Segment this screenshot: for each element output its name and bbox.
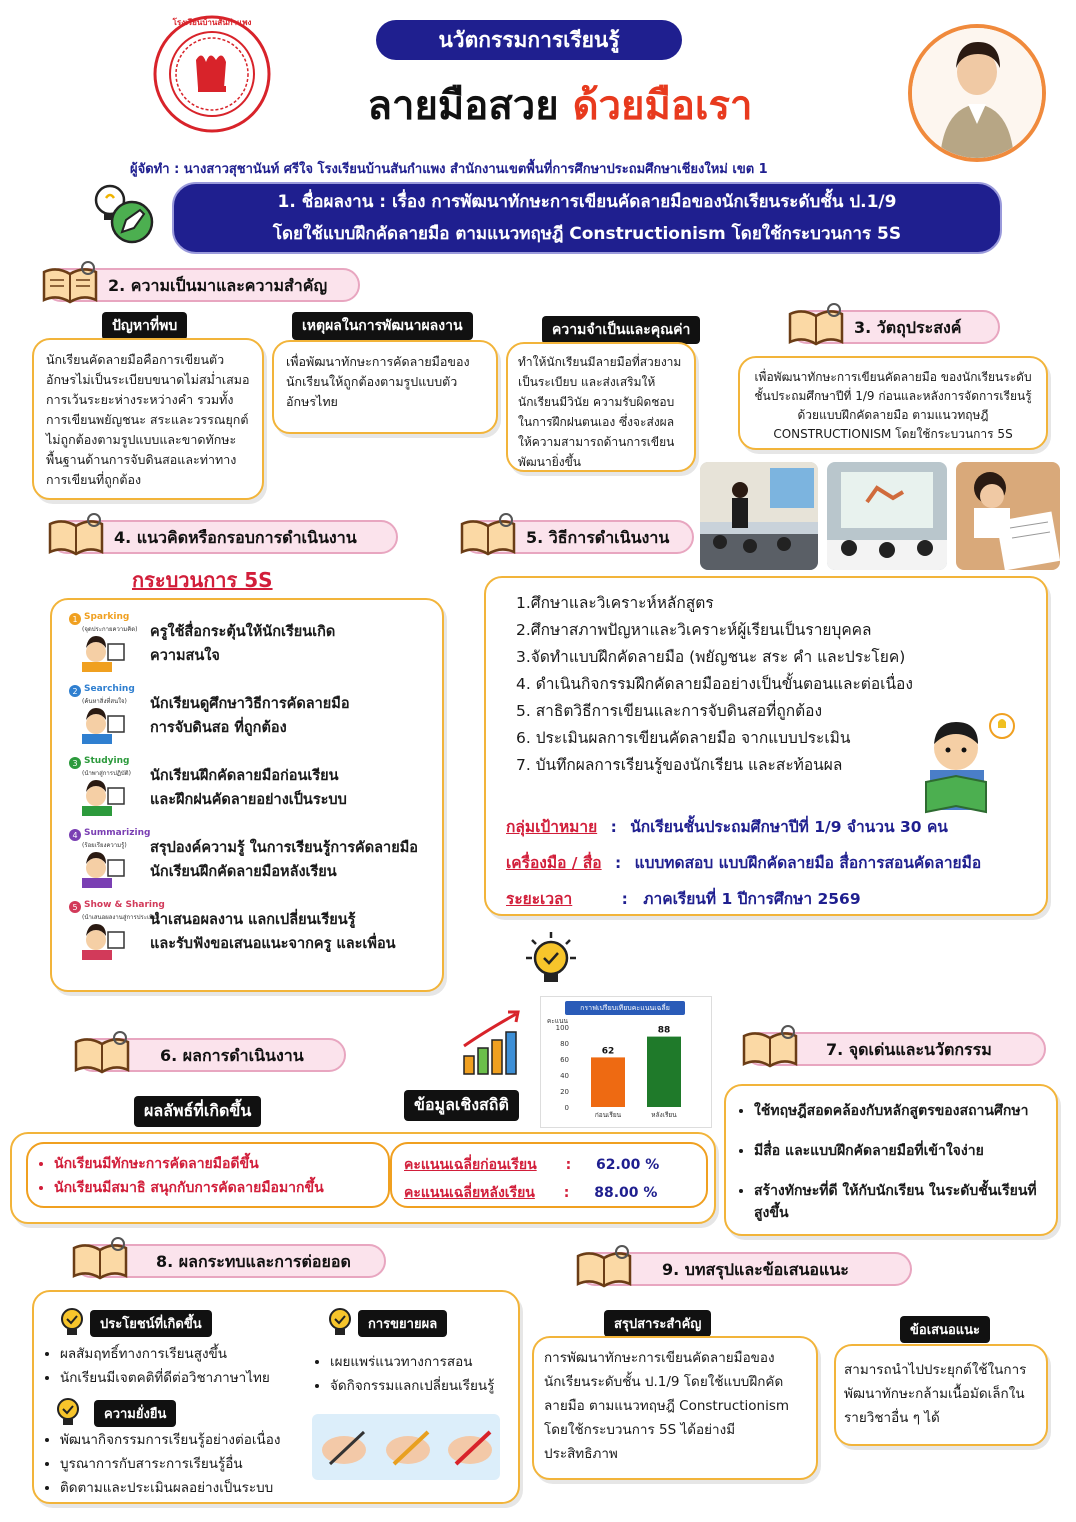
suggest-tag: ข้อเสนอแนะ bbox=[900, 1316, 990, 1343]
svg-text:4: 4 bbox=[72, 831, 78, 840]
sec2-header bbox=[44, 268, 360, 302]
need-text: ทำให้นักเรียนมีลายมือที่สวยงาม เป็นระเบียบ และส่งเสริมให้นักเรียนมีวินัย ความรับผิดชอบในการฝึกฝนตนเอง ซึ่งจะส่งผลให้ความสามารถด้านการเขียนพัฒนายิ่งขึ้น bbox=[518, 355, 682, 469]
growth-chart-icon bbox=[460, 1008, 528, 1078]
sustain-item: พัฒนากิจกรรมการเรียนรู้อย่างต่อเนื่อง bbox=[60, 1432, 281, 1448]
step-illustration-icon bbox=[68, 756, 130, 818]
sec9-title: 9. บทสรุปและข้อเสนอแนะ bbox=[662, 1260, 849, 1279]
classroom-photo-2 bbox=[827, 462, 947, 570]
step-text bbox=[150, 620, 335, 668]
sec4-title: 4. แนวคิดหรือกรอบการดำเนินงาน bbox=[114, 528, 357, 547]
summary-text: การพัฒนาทักษะการเขียนคัดลายมือของนักเรียนระดับชั้น ป.1/9 โดยใช้แบบฝึกคัดลายมือ ตามแนวทฤษฎี Constructionism โดยใช้กระบวนการ 5S ได้อย่างมีประสิทธิภาพ bbox=[544, 1350, 790, 1462]
reason-box bbox=[272, 340, 498, 434]
chart-plot bbox=[541, 997, 711, 1127]
stat-after-label: คะแนนเฉลี่ยหลังเรียน bbox=[404, 1185, 535, 1201]
step-text bbox=[150, 692, 350, 740]
stat-before-colon: : bbox=[565, 1157, 572, 1173]
result-item: นักเรียนมีสมาธิ สนุกกับการคัดลายมือมากขึ้น bbox=[54, 1180, 324, 1196]
idea-icon bbox=[86, 178, 156, 244]
step-sublabel: (ร้อยเรียงความรู้) bbox=[82, 842, 127, 849]
benefit-item: ผลสัมฤทธิ์ทางการเรียนสูงขึ้น bbox=[60, 1346, 228, 1362]
method-item: 5. สาธิตวิธีการเขียนและการจับดินสอที่ถูกต้อง bbox=[516, 702, 823, 720]
classroom-photo-3 bbox=[956, 462, 1060, 570]
method-item: 2.ศึกษาสภาพปัญหาและวิเคราะห์ผู้เรียนเป็นรายบุคคล bbox=[516, 621, 872, 639]
time-colon: : bbox=[621, 890, 628, 908]
sec6-title: 6. ผลการดำเนินงาน bbox=[160, 1046, 304, 1065]
svg-text:5: 5 bbox=[72, 903, 78, 912]
book-icon bbox=[40, 260, 100, 306]
lightbulb-icon bbox=[322, 1304, 358, 1340]
summary-box bbox=[532, 1336, 818, 1480]
time-row bbox=[506, 886, 1036, 911]
lightbulb-icon bbox=[50, 1394, 86, 1430]
problem-tag: ปัญหาที่พบ bbox=[102, 312, 187, 340]
stat-tag: ข้อมูลเชิงสถิติ bbox=[404, 1090, 519, 1121]
method-item: 6. ประเมินผลการเขียนคัดลายมือ จากแบบประเมิน bbox=[516, 729, 851, 747]
step-label: Studying bbox=[84, 756, 130, 766]
sec5-title: 5. วิธีการดำเนินงาน bbox=[526, 528, 670, 547]
reading-student-icon bbox=[910, 708, 1020, 818]
time-value: ภาคเรียนที่ 1 ปีการศึกษา 2569 bbox=[643, 890, 861, 908]
classroom-photo-1 bbox=[700, 462, 818, 570]
highlight-item: ใช้ทฤษฎีสอดคล้องกับหลักสูตรของสถานศึกษา bbox=[754, 1103, 1029, 1119]
sec4-subtitle: กระบวนการ 5S bbox=[132, 568, 273, 592]
method-item: 4. ดำเนินกิจกรรมฝึกคัดลายมืออย่างเป็นขั้นตอนและต่อเนื่อง bbox=[516, 675, 913, 693]
process-step bbox=[68, 612, 448, 682]
step-text-line: และฝึกฝนคัดลายอย่างเป็นระบบ bbox=[150, 792, 347, 808]
title-part1: ลายมือสวย bbox=[367, 83, 559, 129]
step-sublabel: (นำพาสู่การปฏิบัติ) bbox=[82, 770, 131, 777]
target-label: กลุ่มเป้าหมาย bbox=[506, 818, 598, 836]
sec9-header bbox=[578, 1252, 912, 1286]
step-label: Summarizing bbox=[84, 828, 151, 838]
sec3-header bbox=[790, 310, 1000, 344]
step-text-line: ความสนใจ bbox=[150, 648, 220, 664]
highlights-box bbox=[724, 1084, 1058, 1236]
step-text-line: นักเรียนฝึกคัดลายมือหลังเรียน bbox=[150, 864, 337, 880]
highlight-item: มีสื่อ และแบบฝึกคัดลายมือที่เข้าใจง่าย bbox=[754, 1143, 984, 1159]
suggest-text: สามารถนำไปประยุกต์ใช้ในการพัฒนาทักษะกล้ามเนื้อมัดเล็กในรายวิชาอื่น ๆ ได้ bbox=[844, 1362, 1027, 1426]
sec8-title: 8. ผลกระทบและการต่อยอด bbox=[156, 1252, 351, 1271]
banner-text: นวัตกรรมการเรียนรู้ bbox=[438, 28, 620, 52]
step-text bbox=[150, 908, 396, 956]
sustain-item: บูรณาการกับสาระการเรียนรู้อื่น bbox=[60, 1456, 243, 1472]
bar bbox=[647, 1037, 681, 1107]
stat-after-value: 88.00 % bbox=[594, 1185, 658, 1201]
method-item: 7. บันทึกผลการเรียนรู้ของนักเรียน และสะท้อนผล bbox=[516, 756, 843, 774]
sec4-header bbox=[50, 520, 398, 554]
x-tick-label: หลังเรียน bbox=[651, 1111, 677, 1119]
tools-colon: : bbox=[615, 854, 622, 872]
step-text bbox=[150, 764, 347, 812]
problem-box bbox=[32, 338, 264, 500]
y-tick-label: 100 bbox=[555, 1024, 569, 1032]
book-icon bbox=[70, 1236, 130, 1282]
expand-tag: การขยายผล bbox=[358, 1310, 447, 1337]
step-text-line: การจับดินสอ ที่ถูกต้อง bbox=[150, 720, 287, 736]
need-box bbox=[506, 342, 696, 472]
target-row bbox=[506, 814, 1036, 839]
lightbulb-icon bbox=[518, 928, 584, 994]
step-text-line: และรับฟังขอเสนอแนะจากครู และเพื่อน bbox=[150, 936, 396, 952]
page-title bbox=[300, 78, 820, 134]
expand-item: เผยแพร่แนวทางการสอน bbox=[330, 1354, 473, 1370]
step-text-line: นักเรียนดูศึกษาวิธีการคัดลายมือ bbox=[150, 696, 350, 712]
reason-tag: เหตุผลในการพัฒนาผลงาน bbox=[292, 312, 473, 340]
svg-text:3: 3 bbox=[72, 759, 78, 768]
logo-text: โรงเรียนบ้านสันกำแพง bbox=[172, 18, 252, 27]
lightbulb-icon bbox=[54, 1304, 90, 1340]
benefit-item: นักเรียนมีเจตคติที่ดีต่อวิชาภาษาไทย bbox=[60, 1370, 270, 1386]
impact-box bbox=[32, 1290, 520, 1504]
project-line-1: 1. ชื่อผลงาน : เรื่อง การพัฒนาทักษะการเขียนคัดลายมือของนักเรียนระดับชั้น ป.1/9 bbox=[277, 192, 897, 212]
bar-chart bbox=[540, 996, 712, 1128]
step-sublabel: (นำเสนอผลงานสู่การประเมิน) bbox=[82, 914, 160, 921]
sec7-header bbox=[744, 1032, 1046, 1066]
tools-value: แบบทดสอบ แบบฝึกคัดลายมือ สื่อการสอนคัดลายมือ bbox=[634, 854, 982, 872]
step-sublabel: (ค้นหาสิ่งที่สนใจ) bbox=[82, 698, 127, 705]
sec6-header bbox=[76, 1038, 346, 1072]
sec5-header bbox=[462, 520, 694, 554]
x-tick-label: ก่อนเรียน bbox=[594, 1111, 622, 1119]
process-step bbox=[68, 900, 448, 970]
stat-before-value: 62.00 % bbox=[596, 1157, 660, 1173]
title-part2: ด้วยมือเรา bbox=[572, 83, 753, 129]
objective-box bbox=[738, 356, 1048, 450]
sustain-tag: ความยั่งยืน bbox=[94, 1400, 176, 1427]
teacher-photo bbox=[908, 24, 1046, 162]
time-label: ระยะเวลา bbox=[506, 890, 573, 908]
project-line-2: โดยใช้แบบฝึกคัดลายมือ ตามแนวทฤษฎี Constructionism โดยใช้กระบวนการ 5S bbox=[272, 224, 902, 244]
step-text-line: สรุปองค์ความรู้ ในการเรียนรู้การคัดลายมือ bbox=[150, 840, 418, 856]
book-icon bbox=[72, 1030, 132, 1076]
process-step bbox=[68, 684, 448, 754]
process-5s-box bbox=[50, 598, 444, 992]
y-tick-label: 80 bbox=[560, 1040, 569, 1048]
bar bbox=[591, 1057, 625, 1107]
school-logo bbox=[152, 14, 272, 134]
y-tick-label: 0 bbox=[564, 1104, 569, 1112]
y-axis-label: คะแนน bbox=[547, 1017, 568, 1025]
y-tick-label: 20 bbox=[560, 1088, 569, 1096]
result-item: นักเรียนมีทักษะการคัดลายมือดีขึ้น bbox=[54, 1156, 259, 1172]
stat-before-label: คะแนนเฉลี่ยก่อนเรียน bbox=[404, 1157, 537, 1173]
sec3-title: 3. วัตถุประสงค์ bbox=[854, 318, 962, 337]
bar-value-label: 88 bbox=[657, 1025, 671, 1036]
summary-tag: สรุปสาระสำคัญ bbox=[604, 1310, 711, 1337]
results-box bbox=[10, 1132, 716, 1224]
y-tick-label: 40 bbox=[560, 1072, 569, 1080]
step-label: Show & Sharing bbox=[84, 900, 165, 910]
sec2-title: 2. ความเป็นมาและความสำคัญ bbox=[108, 276, 328, 295]
step-label: Sparking bbox=[84, 612, 130, 622]
step-text bbox=[150, 836, 418, 884]
step-label: Searching bbox=[84, 684, 135, 694]
chart-title: กราฟเปรียบเทียบคะแนนเฉลี่ย bbox=[565, 1001, 685, 1015]
step-text-line: ครูใช้สื่อกระตุ้นให้นักเรียนเกิด bbox=[150, 624, 336, 640]
y-tick-label: 60 bbox=[560, 1056, 569, 1064]
problem-text: นักเรียนคัดลายมือคือการเขียนตัวอักษรไม่เป็นระเบียบขนาดไม่สม่ำเสมอ การเว้นระยะห่างระหว่างคำ รวมทั้งการเขียนพยัญชนะ สระและวรรณยุกต์ไม่ถูกต้องตามรูปแบบและขาดทักษะพื้นฐานด้านการจับดินสอและท่าทางการเขียนที่ถูกต้อง bbox=[46, 352, 250, 487]
banner bbox=[376, 20, 682, 60]
target-colon: : bbox=[610, 818, 617, 836]
author-line: ผู้จัดทำ : นางสาวสุชานันท์ ศรีใจ โรงเรียนบ้านสันกำแพง สำนักงานเขตพื้นที่การศึกษาประถมศึกษาเชียงใหม่ เขต 1 bbox=[130, 162, 768, 177]
step-illustration-icon bbox=[68, 900, 165, 962]
target-value: นักเรียนชั้นประถมศึกษาปีที่ 1/9 จำนวน 30 คน bbox=[630, 818, 948, 836]
bar-value-label: 62 bbox=[601, 1046, 615, 1057]
sec8-header bbox=[74, 1244, 386, 1278]
benefit-tag: ประโยชน์ที่เกิดขึ้น bbox=[90, 1310, 212, 1337]
svg-text:1: 1 bbox=[72, 615, 78, 624]
book-icon bbox=[46, 512, 106, 558]
sustain-item: ติดตามและประเมินผลอย่างเป็นระบบ bbox=[60, 1480, 274, 1496]
project-title-box bbox=[172, 182, 1002, 254]
stats-inner bbox=[390, 1142, 708, 1208]
method-item: 1.ศึกษาและวิเคราะห์หลักสูตร bbox=[516, 594, 714, 612]
method-item: 3.จัดทำแบบฝึกคัดลายมือ (พยัญชนะ สระ คำ และประโยค) bbox=[516, 648, 906, 666]
step-sublabel: (จุดประกายความคิด) bbox=[82, 626, 138, 633]
process-step bbox=[68, 828, 448, 898]
step-text-line: นำเสนอผลงาน แลกเปลี่ยนเรียนรู้ bbox=[150, 912, 356, 928]
book-icon bbox=[786, 302, 846, 348]
book-icon bbox=[574, 1244, 634, 1290]
book-icon bbox=[458, 512, 518, 558]
results-inner bbox=[26, 1142, 390, 1208]
objective-text: เพื่อพัฒนาทักษะการเขียนคัดลายมือ ของนักเรียนระดับชั้นประถมศึกษาปีที่ 1/9 ก่อนและหลังการจัดการเรียนรู้ด้วยแบบฝึกคัดลายมือ ตามแนวทฤษฎี CONSTRUCTIONISM โดยใช้กระบวนการ 5S bbox=[754, 370, 1032, 441]
reason-text: เพื่อพัฒนาทักษะการคัดลายมือของนักเรียนให้ถูกต้องตามรูปแบบตัวอักษรไทย bbox=[286, 354, 470, 409]
method-box bbox=[484, 576, 1048, 916]
step-text-line: นักเรียนฝึกคัดลายมือก่อนเรียน bbox=[150, 768, 339, 784]
svg-text:2: 2 bbox=[72, 687, 78, 696]
tools-label: เครื่องมือ / สื่อ bbox=[506, 854, 602, 872]
need-tag: ความจำเป็นและคุณค่า bbox=[542, 316, 700, 344]
suggest-box bbox=[834, 1344, 1048, 1446]
step-illustration-icon bbox=[68, 828, 151, 890]
pencil-grip-image bbox=[312, 1414, 500, 1480]
stat-after-colon: : bbox=[563, 1185, 570, 1201]
tools-row bbox=[506, 850, 1046, 875]
step-illustration-icon bbox=[68, 684, 135, 746]
sec7-title: 7. จุดเด่นและนวัตกรรม bbox=[826, 1040, 992, 1059]
result-tag: ผลลัพธ์ที่เกิดขึ้น bbox=[134, 1096, 261, 1127]
book-icon bbox=[740, 1024, 800, 1070]
step-illustration-icon bbox=[68, 612, 138, 674]
expand-item: จัดกิจกรรมแลกเปลี่ยนเรียนรู้ bbox=[330, 1378, 495, 1394]
highlight-item: สร้างทักษะที่ดี ให้กับนักเรียน ในระดับชั้นเรียนที่สูงขึ้น bbox=[754, 1183, 1037, 1221]
process-step bbox=[68, 756, 448, 826]
